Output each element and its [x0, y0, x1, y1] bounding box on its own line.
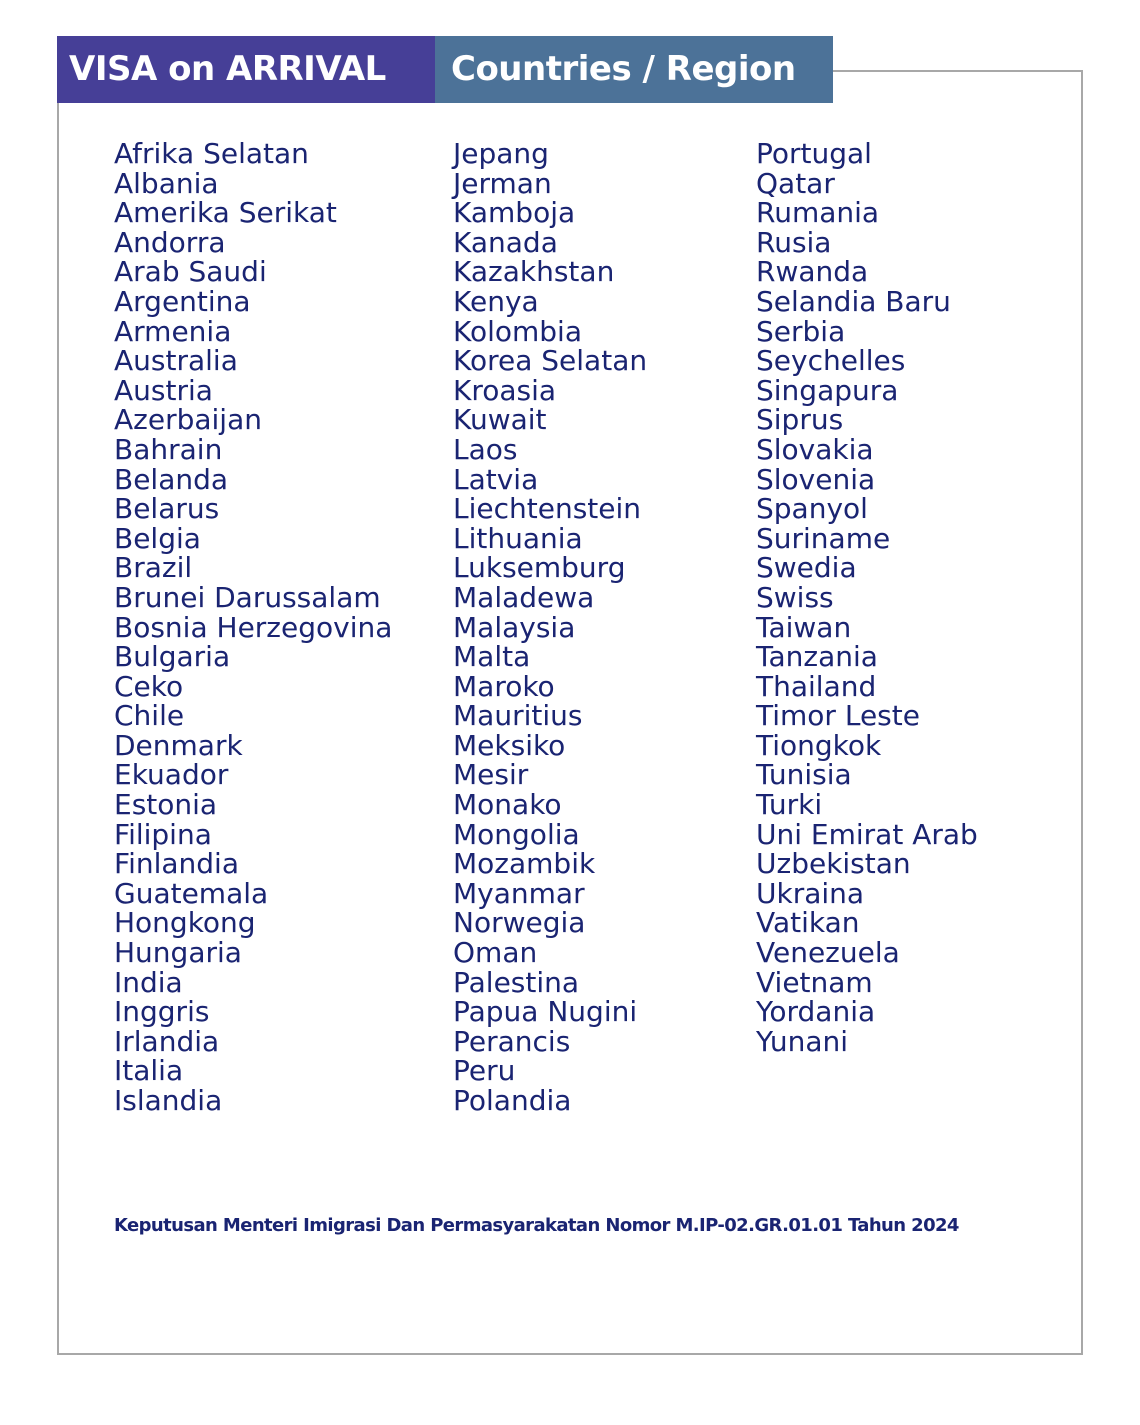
country-item: Myanmar [453, 876, 585, 910]
country-item: Papua Nugini [453, 995, 638, 1029]
country-item: Armenia [114, 314, 232, 348]
country-item: Oman [453, 936, 538, 970]
country-item: Yordania [756, 995, 876, 1029]
country-column-3 [756, 139, 978, 1056]
country-item: Bulgaria [114, 640, 231, 674]
country-item: Vatikan [756, 906, 860, 940]
header-subtitle: Countries / Region [435, 36, 833, 103]
country-item: Lithuania [453, 521, 583, 555]
country-item: Vietnam [756, 965, 873, 999]
country-item: Thailand [756, 669, 877, 703]
country-item: Slovenia [756, 462, 876, 496]
country-item: Serbia [756, 314, 846, 348]
country-item: Yunani [756, 1024, 849, 1058]
country-item: Mongolia [453, 817, 580, 851]
country-item: Ukraina [756, 876, 865, 910]
country-item: Malta [453, 640, 531, 674]
country-item: Slovakia [756, 432, 874, 466]
country-item: Belanda [114, 462, 229, 496]
country-item: Bahrain [114, 432, 223, 466]
country-item: Inggris [114, 995, 210, 1029]
country-item: Norwegia [453, 906, 586, 940]
country-item: Mozambik [453, 847, 596, 881]
country-item: Seychelles [756, 344, 906, 378]
country-item: Brazil [114, 551, 193, 585]
country-item: Irlandia [114, 1024, 220, 1058]
country-item: Rusia [756, 225, 832, 259]
country-item: Tiongkok [756, 728, 882, 762]
country-item: Swiss [756, 580, 834, 614]
country-item: Hungaria [114, 936, 242, 970]
country-item: Malaysia [453, 610, 576, 644]
country-item: Andorra [114, 225, 226, 259]
country-item: Kazakhstan [453, 255, 615, 289]
country-item: Polandia [453, 1084, 572, 1117]
country-item: Portugal [756, 137, 872, 170]
country-item: Palestina [453, 965, 580, 999]
country-item: Italia [114, 1054, 184, 1088]
country-item: Singapura [756, 373, 899, 407]
country-item: Kuwait [453, 403, 547, 437]
country-item: Azerbaijan [114, 403, 262, 437]
country-item: Jepang [453, 137, 549, 170]
country-item: Arab Saudi [114, 255, 267, 289]
country-item: Hongkong [114, 906, 256, 940]
country-item: Kroasia [453, 373, 557, 407]
country-item: Luksemburg [453, 551, 626, 585]
country-item: Maroko [453, 669, 555, 703]
country-item: Uni Emirat Arab [756, 817, 978, 851]
country-item: Monako [453, 788, 562, 822]
country-item: Venezuela [756, 936, 900, 970]
country-item: Selandia Baru [756, 284, 951, 318]
country-item: Qatar [756, 166, 835, 200]
country-item: Ceko [114, 669, 184, 703]
country-item: Jerman [453, 166, 552, 200]
header-title: VISA on ARRIVAL [57, 36, 435, 103]
country-item: Suriname [756, 521, 891, 555]
country-item: Belarus [114, 492, 220, 526]
country-item: Mauritius [453, 699, 583, 733]
country-item: Turki [756, 788, 823, 822]
country-item: India [114, 965, 183, 999]
country-item: Tanzania [756, 640, 878, 674]
country-item: Filipina [114, 817, 212, 851]
country-item: Swedia [756, 551, 857, 585]
country-item: Estonia [114, 788, 218, 822]
country-item: Brunei Darussalam [114, 580, 381, 614]
country-item: Finlandia [114, 847, 239, 881]
country-item: Meksiko [453, 728, 566, 762]
country-item: Spanyol [756, 492, 868, 526]
country-item: Argentina [114, 284, 251, 318]
country-item: Taiwan [756, 610, 852, 644]
country-item: Bosnia Herzegovina [114, 610, 393, 644]
country-item: Guatemala [114, 876, 269, 910]
country-item: Kolombia [453, 314, 582, 348]
country-item: Austria [114, 373, 213, 407]
country-column-1 [114, 139, 392, 1116]
country-item: Peru [453, 1054, 516, 1088]
country-item: Afrika Selatan [114, 137, 309, 170]
country-item: Ekuador [114, 758, 229, 792]
country-item: Laos [453, 432, 518, 466]
country-column-2 [453, 139, 647, 1116]
country-item: Belgia [114, 521, 201, 555]
country-item: Mesir [453, 758, 529, 792]
country-item: Kenya [453, 284, 539, 318]
country-item: Korea Selatan [453, 344, 648, 378]
country-item: Uzbekistan [756, 847, 911, 881]
country-item: Tunisia [756, 758, 852, 792]
country-item: Albania [114, 166, 219, 200]
country-item: Timor Leste [756, 699, 920, 733]
country-item: Rumania [756, 196, 880, 230]
country-item: Perancis [453, 1024, 571, 1058]
country-item: Maladewa [453, 580, 595, 614]
country-item: Kanada [453, 225, 558, 259]
country-item: Latvia [453, 462, 539, 496]
country-item: Liechtenstein [453, 492, 642, 526]
legal-footnote: Keputusan Menteri Imigrasi Dan Permasyarakatan Nomor M.IP-02.GR.01.01 Tahun 2024 [114, 1215, 959, 1236]
country-item: Chile [114, 699, 185, 733]
country-item: Denmark [114, 728, 243, 762]
country-item: Rwanda [756, 255, 869, 289]
country-item: Siprus [756, 403, 844, 437]
country-item: Kamboja [453, 196, 576, 230]
country-item: Australia [114, 344, 238, 378]
country-item: Islandia [114, 1084, 223, 1117]
country-item: Amerika Serikat [114, 196, 337, 230]
